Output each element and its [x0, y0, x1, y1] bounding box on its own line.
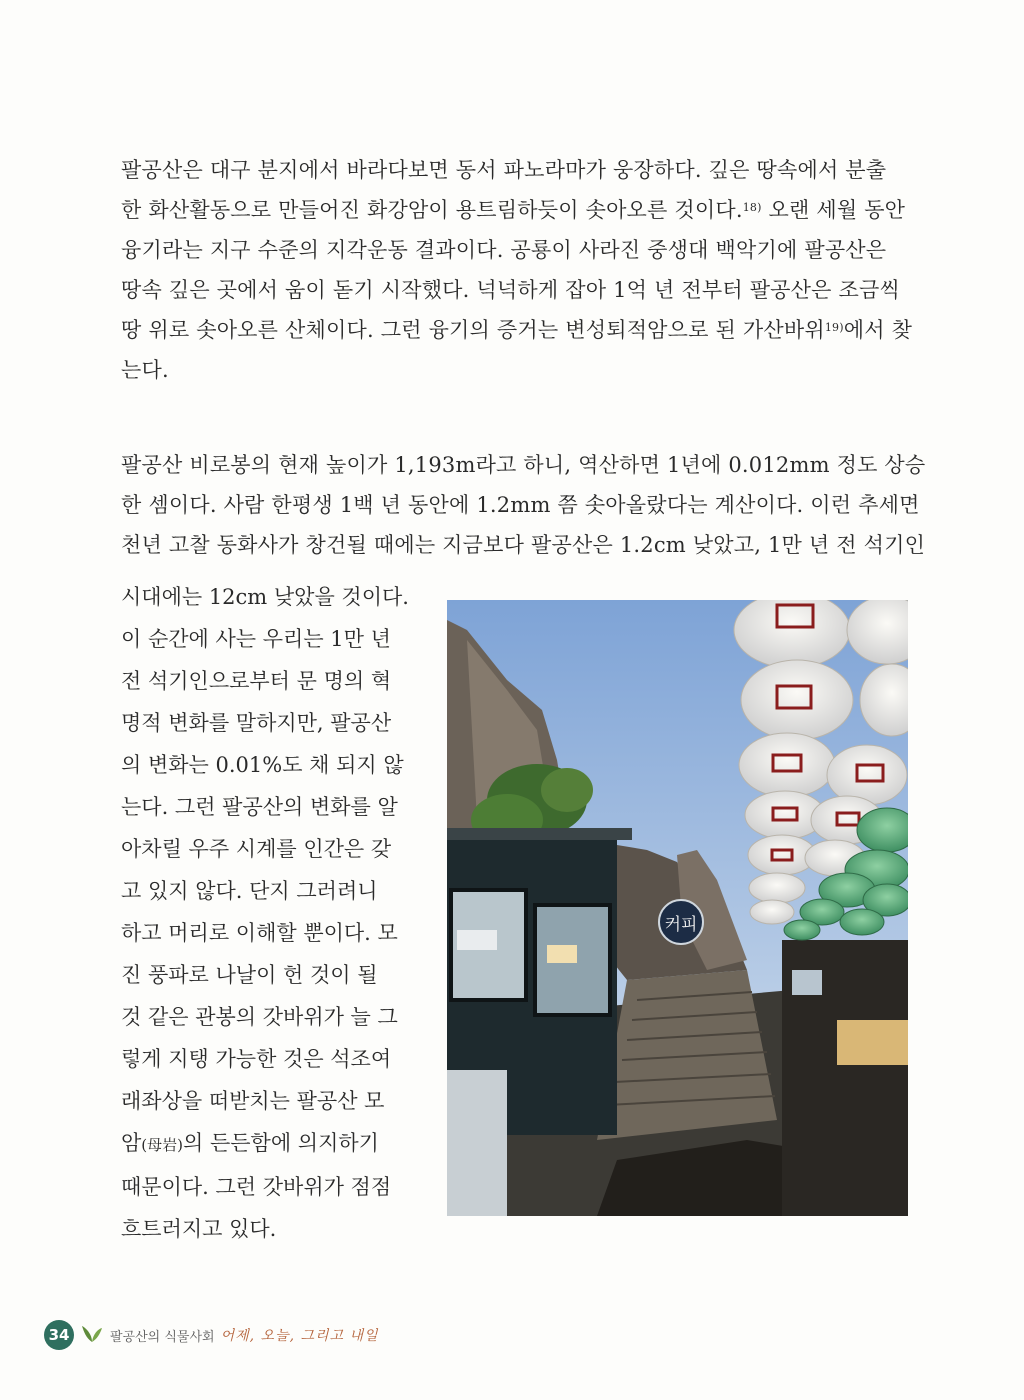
text-line: 하고 머리로 이해할 뿐이다. 모: [121, 921, 398, 945]
text-line: 렇게 지탱 가능한 것은 석조여: [121, 1047, 392, 1071]
text-line: 암(母岩)의 든든함에 의지하기: [121, 1131, 379, 1155]
paragraph-height: [121, 445, 926, 565]
paragraph-side-column: [121, 576, 409, 1250]
text-line: 땅 위로 솟아오른 산체이다. 그런 융기의 증거는 변성퇴적암으로 된 가산바위$^{19)}$에서 찾: [121, 318, 913, 342]
text-line: 팔공산은 대구 분지에서 바라다보면 동서 파노라마가 웅장하다. 깊은 땅속에서 분출: [121, 158, 887, 182]
footnote-ref[interactable]: 18): [742, 201, 762, 214]
text-line: 흐트러지고 있다.: [121, 1217, 277, 1241]
book-title: 팔공산의 식물사회: [110, 1329, 215, 1345]
text-line: 래좌상을 떠받치는 팔공산 모: [121, 1089, 385, 1113]
text-line: 한 화산활동으로 만들어진 화강암이 용트림하듯이 솟아오른 것이다.$^{18)}$ 오랜 세월 동안: [121, 198, 906, 222]
text-line: 아차릴 우주 시계를 인간은 갖: [121, 837, 392, 861]
temple-lantern-photo: [447, 600, 908, 1216]
text-line: 진 풍파로 나날이 헌 것이 될: [121, 963, 378, 987]
text-line: 의 변화는 0.01%도 채 되지 않: [121, 753, 404, 777]
text-line: 땅속 깊은 곳에서 움이 돋기 시작했다. 넉넉하게 잡아 1억 년 전부터 팔공산은 조금씩: [121, 278, 900, 302]
leaf-icon: [80, 1322, 104, 1348]
coffee-sign-text: 커피: [664, 915, 698, 935]
text-line: 는다. 그런 팔공산의 변화를 알: [121, 795, 398, 819]
text-line: 전 석기인으로부터 문 명의 혁: [121, 669, 392, 693]
footnote-ref[interactable]: 19): [824, 321, 844, 334]
text-line: 시대에는 12cm 낮았을 것이다.: [121, 585, 409, 609]
text-line: 명적 변화를 말하지만, 팔공산: [121, 711, 392, 735]
text-line: 고 있지 않다. 단지 그러려니: [121, 879, 378, 903]
page-footer: [44, 1319, 379, 1351]
page-number-badge: 34: [44, 1320, 74, 1350]
text-line: 것 같은 관봉의 갓바위가 늘 그: [121, 1005, 398, 1029]
text-line: 때문이다. 그런 갓바위가 점점: [121, 1175, 392, 1199]
text-line: 는다.: [121, 358, 169, 382]
book-subtitle: 어제, 오늘, 그리고 내일: [220, 1328, 379, 1344]
text-line: 한 셈이다. 사람 한평생 1백 년 동안에 1.2mm 쯤 솟아올랐다는 계산이다. 이런 추세면: [121, 493, 920, 517]
paragraph-uplift: [121, 150, 913, 390]
text-line: 융기라는 지구 수준의 지각운동 결과이다. 공룡이 사라진 중생대 백악기에 팔공산은: [121, 238, 887, 262]
text-line: 천년 고찰 동화사가 창건될 때에는 지금보다 팔공산은 1.2cm 낮았고, 1만 년 전 석기인: [121, 533, 926, 557]
text-line: 이 순간에 사는 우리는 1만 년: [121, 627, 391, 651]
text-line: 팔공산 비로봉의 현재 높이가 1,193m라고 하니, 역산하면 1년에 0.012mm 정도 상승: [121, 453, 926, 477]
